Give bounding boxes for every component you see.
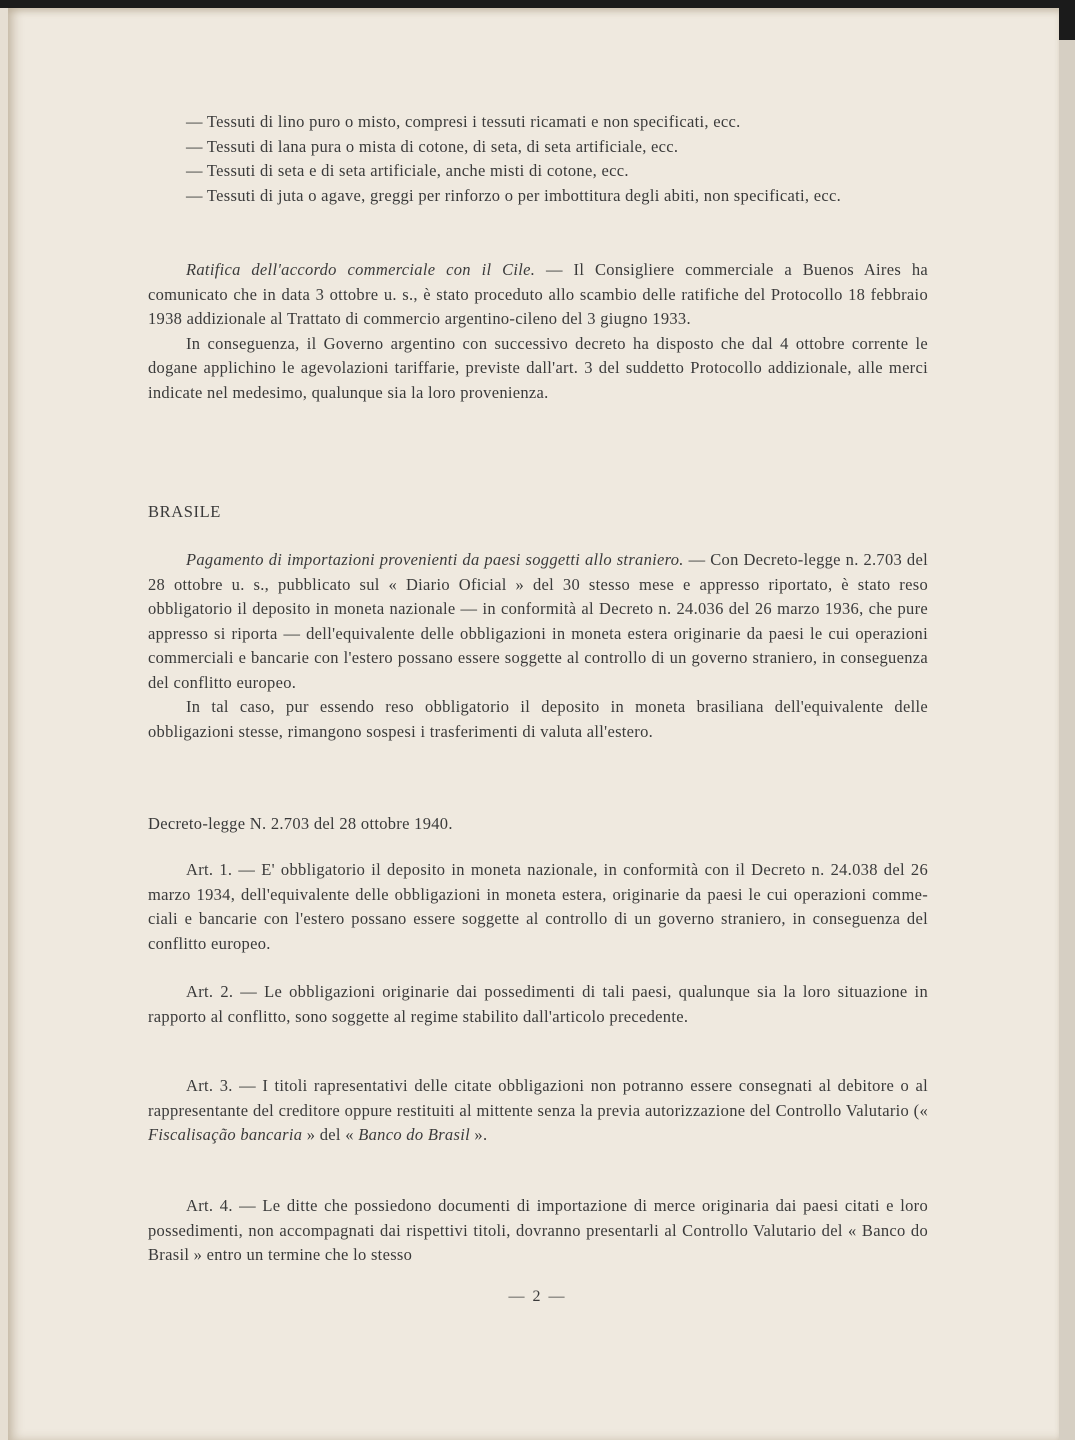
brasile-paragraph-2: In tal caso, pur essendo reso obbligatorio il deposito in moneta brasiliana dell'equivalente delle obbligazioni stesse, rimangono sospesi i trasferimenti di valuta all'estero. (148, 697, 928, 741)
decreto-title: Decreto-legge N. 2.703 del 28 ottobre 1940. (148, 814, 453, 833)
bullet-item: — Tessuti di juta o agave, greggi per rinforzo o per imbottitura degli abiti, non specificati, ecc. (186, 185, 842, 205)
bullet-item: — Tessuti di seta e di seta artificiale, anche misti di cotone, ecc. (186, 161, 629, 180)
article-3: Art. 3. — I titoli rapresentativi delle citate obbligazioni non potranno essere consegnati al debitore o al rappresentante del creditore oppure restituiti al mittente senza la previa autorizzazione del Controllo Valutario (« Fiscalisação bancaria » del « Banco do Brasil ». (148, 1076, 928, 1144)
article-4: Art. 4. — Le ditte che possiedono documenti di importazione di merce originaria dai paesi citati e loro possedimenti, non accompagnati dai rispettivi titoli, dovranno presentarli al Controllo Valutario del « Banco do Brasil » entro un termine che lo stesso (148, 1196, 928, 1264)
bullet-list (148, 110, 928, 208)
cile-paragraph-1: Ratifica dell'accordo commerciale con il Cile. — Il Consigliere commerciale a Buenos Aires ha comunicato che in data 3 ottobre u. s., è stato proceduto allo scambio delle ratifiche del Protocollo 18 febbraio 1938 addizionale al Trattato di commercio argentino-cileno del 3 giugno 1933. (148, 260, 928, 328)
article-1: Art. 1. — E' obbligatorio il deposito in moneta nazionale, in conformità con il Decreto n. 24.038 del 26 marzo 1934, dell'equivalente delle obbligazioni in moneta estera, originarie da paesi le cui operazioni comme-ciali e bancarie con l'estero possano essere soggette al controllo di un governo straniero, in conseguenza del conflitto europeo. (148, 860, 928, 953)
bullet-item: — Tessuti di lana pura o mista di cotone, di seta, di seta artificiale, ecc. (186, 136, 679, 156)
bullet-item: — Tessuti di lino puro o misto, compresi i tessuti ricamati e non specificati, ecc. (186, 112, 741, 131)
cile-paragraph-2: In conseguenza, il Governo argentino con successivo decreto ha disposto che dal 4 ottobre corrente le dogane applichino le agevolazioni tariffarie, previste dall'art. 3 del suddetto Protocollo addizionale, alle merci indicate nel medesimo, qualunque sia la loro provenienza. (148, 333, 928, 402)
cile-title: Ratifica dell'accordo commerciale con il Cile. (186, 260, 536, 279)
article-2: Art. 2. — Le obbligazioni originarie dai possedimenti di tali paesi, qualunque sia la loro situazione in rapporto al conflitto, sono soggette al regime stabilito dall'articolo precedente. (148, 982, 928, 1026)
scan-right-edge (1059, 0, 1075, 1440)
brasile-heading: BRASILE (148, 502, 221, 521)
cile-section (148, 258, 928, 405)
brasile-section (148, 548, 928, 744)
brasile-title: Pagamento di importazioni provenienti da paesi soggetti allo straniero. (186, 550, 684, 569)
brasile-paragraph-1: Pagamento di importazioni provenienti da paesi soggetti allo straniero. — Con Decreto-legge n. 2.703 del 28 ottobre u. s., pubblicato sul « Diario Oficial » del 30 stesso mese e appresso riportato, è stato reso obbligatorio il deposito in moneta nazionale — in conformità al Decreto n. 24.036 del 26 marzo 1936, che pure appresso si riporta — dell'equivalente delle obbligazioni in moneta estera originarie da paesi le cui operazioni commerciali e bancarie con l'estero possano essere soggette al controllo di un governo straniero, in conseguenza del conflitto europeo. (148, 550, 928, 692)
scan-top-border (0, 0, 1075, 8)
page-number: — 2 — (508, 1288, 567, 1305)
